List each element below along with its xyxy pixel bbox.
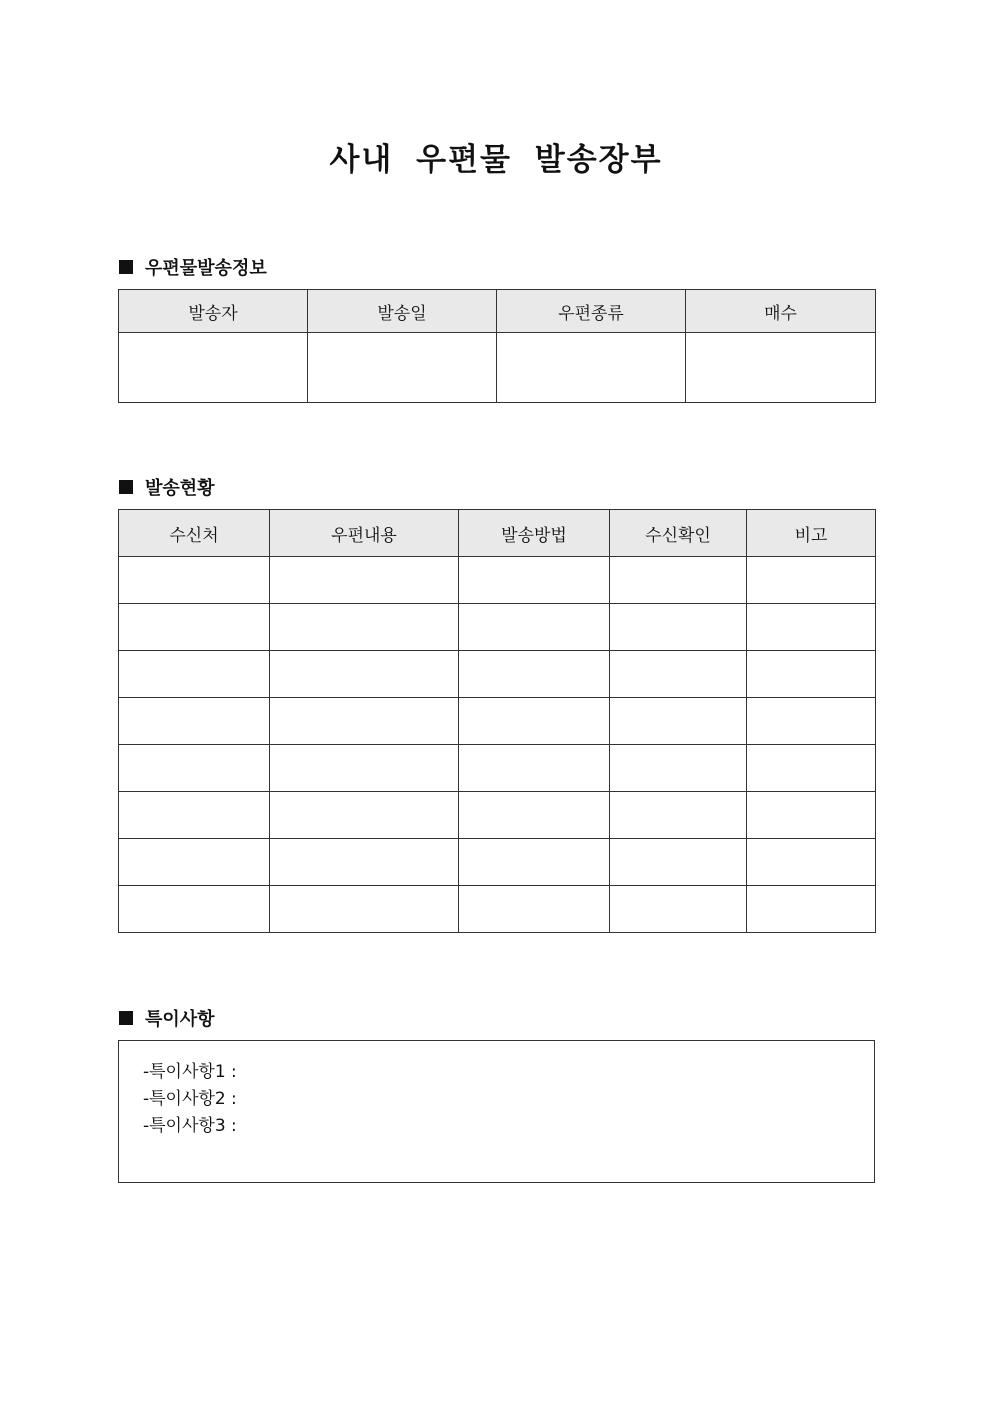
table-cell[interactable] (610, 886, 747, 933)
square-bullet-icon (119, 480, 133, 494)
table-cell[interactable] (747, 792, 876, 839)
table-cell[interactable] (119, 792, 270, 839)
table-cell[interactable] (497, 333, 686, 403)
list-item: -특이사항2 : (143, 1089, 237, 1109)
table-row (119, 886, 876, 933)
column-header-mail-type: 우편종류 (497, 290, 686, 333)
table-cell[interactable] (119, 698, 270, 745)
table-cell[interactable] (610, 698, 747, 745)
table-cell[interactable] (119, 557, 270, 604)
table-cell[interactable] (610, 792, 747, 839)
section-heading-notes (119, 1005, 215, 1031)
section-heading-info (119, 254, 267, 280)
column-header-recipient: 수신처 (119, 510, 270, 557)
square-bullet-icon (119, 260, 133, 274)
table-cell[interactable] (747, 557, 876, 604)
table-cell[interactable] (459, 698, 610, 745)
section-heading-label: 우편물발송정보 (145, 258, 267, 279)
table-cell[interactable] (270, 557, 459, 604)
list-item: -특이사항3 : (143, 1116, 237, 1136)
table-cell[interactable] (747, 839, 876, 886)
table-header-row (119, 290, 876, 333)
table-cell[interactable] (610, 557, 747, 604)
table-cell[interactable] (459, 792, 610, 839)
table-cell[interactable] (270, 886, 459, 933)
table-row (119, 333, 876, 403)
table-cell[interactable] (747, 651, 876, 698)
section-heading-label: 발송현황 (145, 478, 215, 499)
table-row (119, 651, 876, 698)
table-cell[interactable] (747, 604, 876, 651)
table-cell[interactable] (747, 745, 876, 792)
list-item: -특이사항1 : (143, 1062, 237, 1082)
column-header-mail-content: 우편내용 (270, 510, 459, 557)
table-cell[interactable] (119, 745, 270, 792)
table-cell[interactable] (270, 698, 459, 745)
table-cell[interactable] (459, 886, 610, 933)
column-header-remarks: 비고 (747, 510, 876, 557)
table-cell[interactable] (270, 792, 459, 839)
table-cell[interactable] (119, 604, 270, 651)
table-cell[interactable] (270, 604, 459, 651)
table-cell[interactable] (308, 333, 497, 403)
send-status-table (118, 509, 876, 933)
column-header-send-method: 발송방법 (459, 510, 610, 557)
table-header-row (119, 510, 876, 557)
table-row (119, 604, 876, 651)
table-cell[interactable] (459, 651, 610, 698)
table-cell[interactable] (459, 839, 610, 886)
column-header-receipt-check: 수신확인 (610, 510, 747, 557)
notes-box[interactable] (118, 1040, 875, 1183)
section-heading-label: 특이사항 (145, 1009, 215, 1030)
table-row (119, 839, 876, 886)
notes-list (119, 1041, 874, 1140)
table-cell[interactable] (119, 651, 270, 698)
table-cell[interactable] (270, 651, 459, 698)
section-heading-status (119, 474, 215, 500)
table-cell[interactable] (119, 839, 270, 886)
table-row (119, 557, 876, 604)
table-cell[interactable] (610, 651, 747, 698)
table-cell[interactable] (459, 557, 610, 604)
table-row (119, 745, 876, 792)
column-header-send-date: 발송일 (308, 290, 497, 333)
table-row (119, 698, 876, 745)
table-cell[interactable] (119, 333, 308, 403)
table-cell[interactable] (747, 698, 876, 745)
square-bullet-icon (119, 1011, 133, 1025)
table-cell[interactable] (610, 839, 747, 886)
table-cell[interactable] (459, 604, 610, 651)
column-header-sender: 발송자 (119, 290, 308, 333)
table-cell[interactable] (610, 604, 747, 651)
table-cell[interactable] (270, 745, 459, 792)
table-cell[interactable] (686, 333, 876, 403)
table-cell[interactable] (459, 745, 610, 792)
table-row (119, 792, 876, 839)
table-cell[interactable] (610, 745, 747, 792)
table-cell[interactable] (270, 839, 459, 886)
page-title: 사내 우편물 발송장부 (329, 142, 663, 178)
table-cell[interactable] (747, 886, 876, 933)
column-header-count: 매수 (686, 290, 876, 333)
table-cell[interactable] (119, 886, 270, 933)
mail-info-table (118, 289, 876, 403)
